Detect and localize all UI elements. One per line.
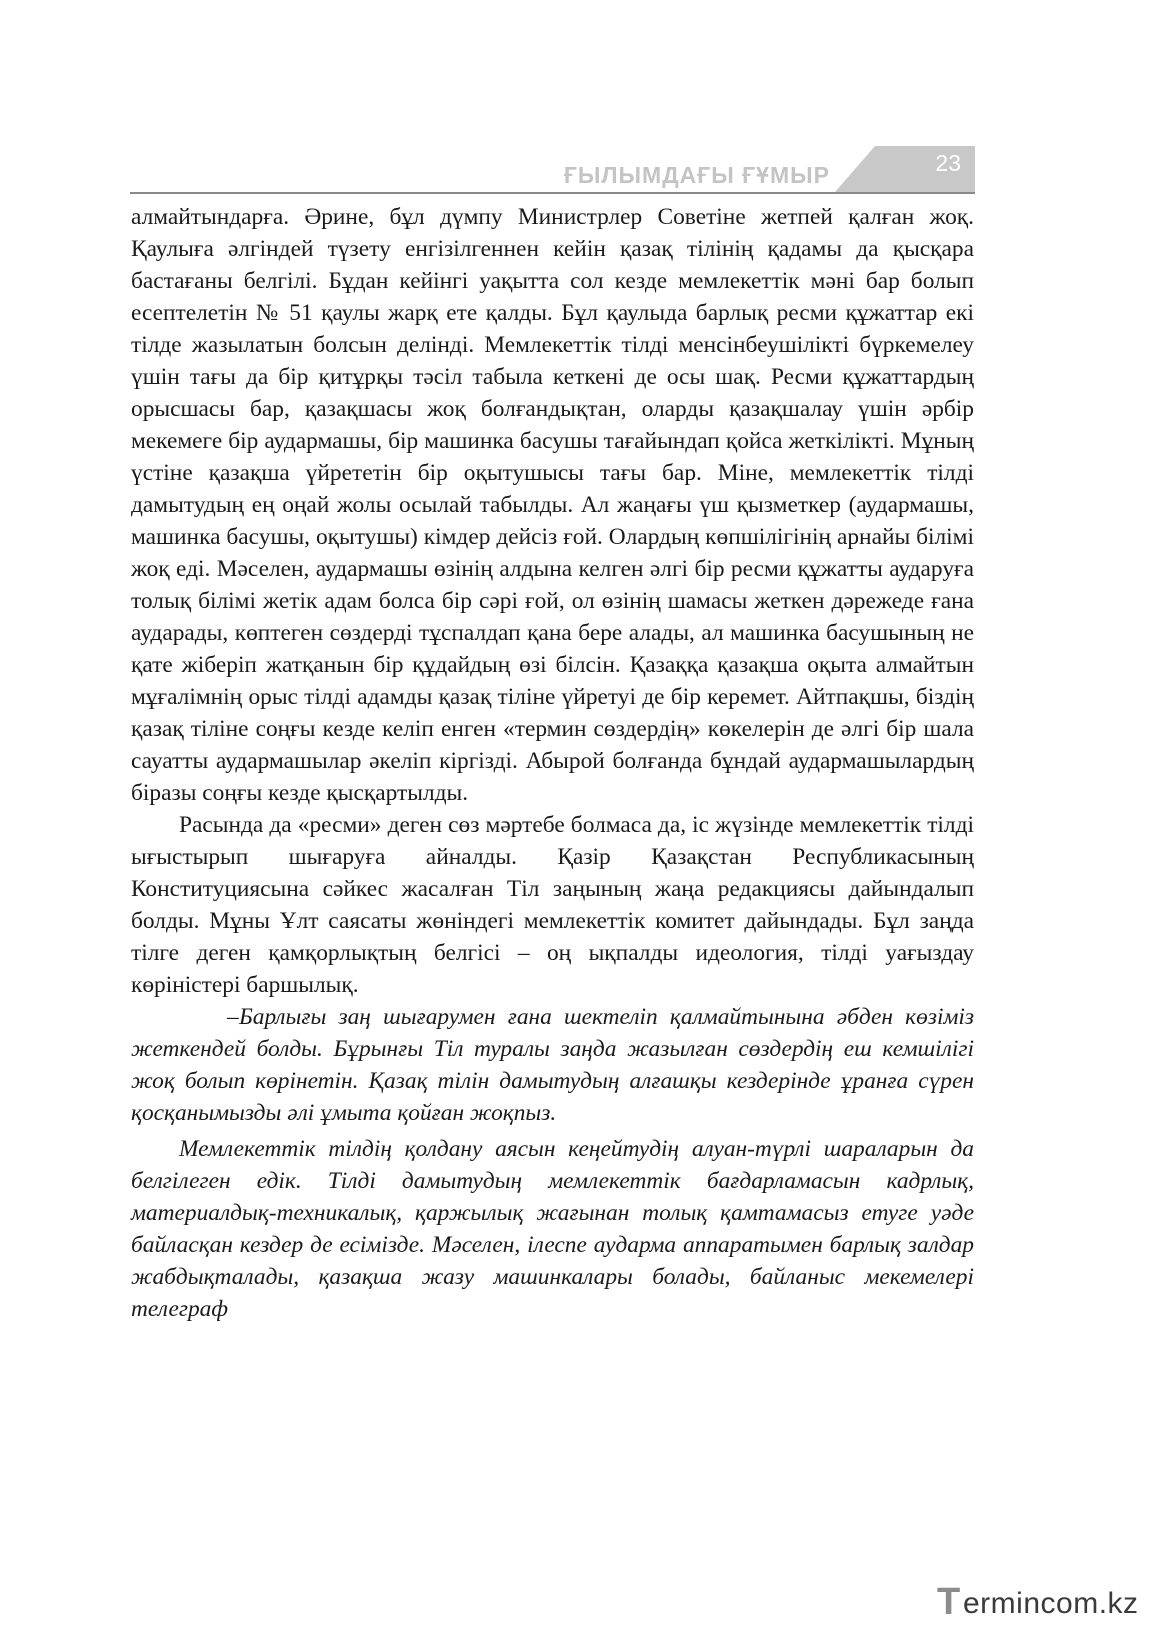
header-rule [130,192,975,194]
running-header [130,146,975,194]
page-number: 23 [935,150,961,176]
watermark-logo-letter: T [937,1581,961,1623]
page-body [131,201,974,1325]
paragraph-4: Мемлекеттік тілдің қолдану аясын кеңейтудің алуан-түрлі шараларын да белгілеген едік. Тілді дамытудың мемлекеттік бағдарламасын кадрлық, материалдық-техникалық, қаржылық жағынан толық қамтамасыз етуге уәде байласқан кездер де есімізде. Мәселен, ілеспе аударма аппаратымен барлық залдар жабдықталады, қазақша жазу машинкалары болады, байланыс мекемелері телеграф [131,1136,974,1322]
paragraph-2: Расында да «ресми» деген сөз мәртебе болмаса да, іс жүзінде мемлекеттік тілді ығыстырып шығаруға айналды. Қазір Қазақстан Республикасының Конституциясына сәйкес жасалған Тіл заңының жаңа редакциясы дайындалып болды. Мұны Ұлт саясаты жөніндегі мемлекеттік комитет дайындады. Бұл заңда тілге деген қамқорлықтың белгісі – оң ықпалды идеология, тілді уағыздау көріністері баршылық. [131,812,974,998]
paragraph-1: алмайтындарға. Әрине, бұл дүмпу Министрлер Советіне жетпей қалған жоқ. Қаулыға әлгіндей түзету енгізілгеннен кейін қазақ тілінің қадамы да қысқара бастағаны белгілі. Бұдан кейінгі уақытта сол кезде мемлекеттік мәні бар болып есептелетін № 51 қаулы жарқ ете қалды. Бұл қаулыда барлық ресми құжаттар екі тілде жазылатын болсын делінді. Мемлекеттік тілді менсінбеушілікті бүркемелеу үшін тағы да бір қитұрқы тәсіл табыла кеткені де осы шақ. Ресми құжаттардың орысшасы бар, қазақшасы жоқ болғандықтан, оларды қазақшалау үшін әрбір мекемеге бір аудармашы, бір машинка басушы тағайындап қойса жеткілікті. Мұның үстіне қазақша үйрететін бір оқытушысы тағы бар. Міне, мемлекеттік тілді дамытудың ең оңай жолы осылай табылды. Ал жаңағы үш қызметкер (аудармашы, машинка басушы, оқытушы) кімдер дейсіз ғой. Олардың көпшілігінің арнайы білімі жоқ еді. Мәселен, аудармашы өзінің алдына келген әлгі бір ресми құжатты аударуға толық білімі жетік адам болса бір сәрі ғой, ол өзінің шамасы жеткен дәрежеде ғана аударады, көптеген сөздерді тұспалдап қана бере алады, ал машинка басушының не қате жіберіп жатқанын бір құдайдың өзі білсін. Қазаққа қазақша оқыта алмайтын мұғалімнің орыс тілді адамды қазақ тіліне үйретуі де бір керемет. Айтпақшы, біздің қазақ тіліне соңғы кезде келіп енген «термин сөздердің» көкелерін де әлгі бір шала сауатты аудармашылар әкеліп кіргізді. Абырой болғанда бұндай аудармашылардың біразы соңғы кезде қысқартылды. [131,204,974,806]
running-title: ҒЫЛЫМДАҒЫ ҒҰМЫР [563,162,830,188]
dash-marker: – [227,1004,239,1030]
paragraph-3 [131,1001,974,1129]
watermark-logo-text: ermincom.kz [963,1587,1139,1620]
paragraph-3-text: Барлығы заң шығарумен ғана шектеліп қалмайтынына әбден көзіміз жеткендей болды. Бұрынғы Тіл туралы заңда жазылған сөздердің еш кемшілігі жоқ болып көрінетін. Қазақ тілін дамытудың алғашқы кездерінде ұранға сүрен қосқанымызды әлі ұмыта қойған жоқпыз. [131,1004,974,1126]
terminkom-watermark-logo [937,1582,1137,1622]
